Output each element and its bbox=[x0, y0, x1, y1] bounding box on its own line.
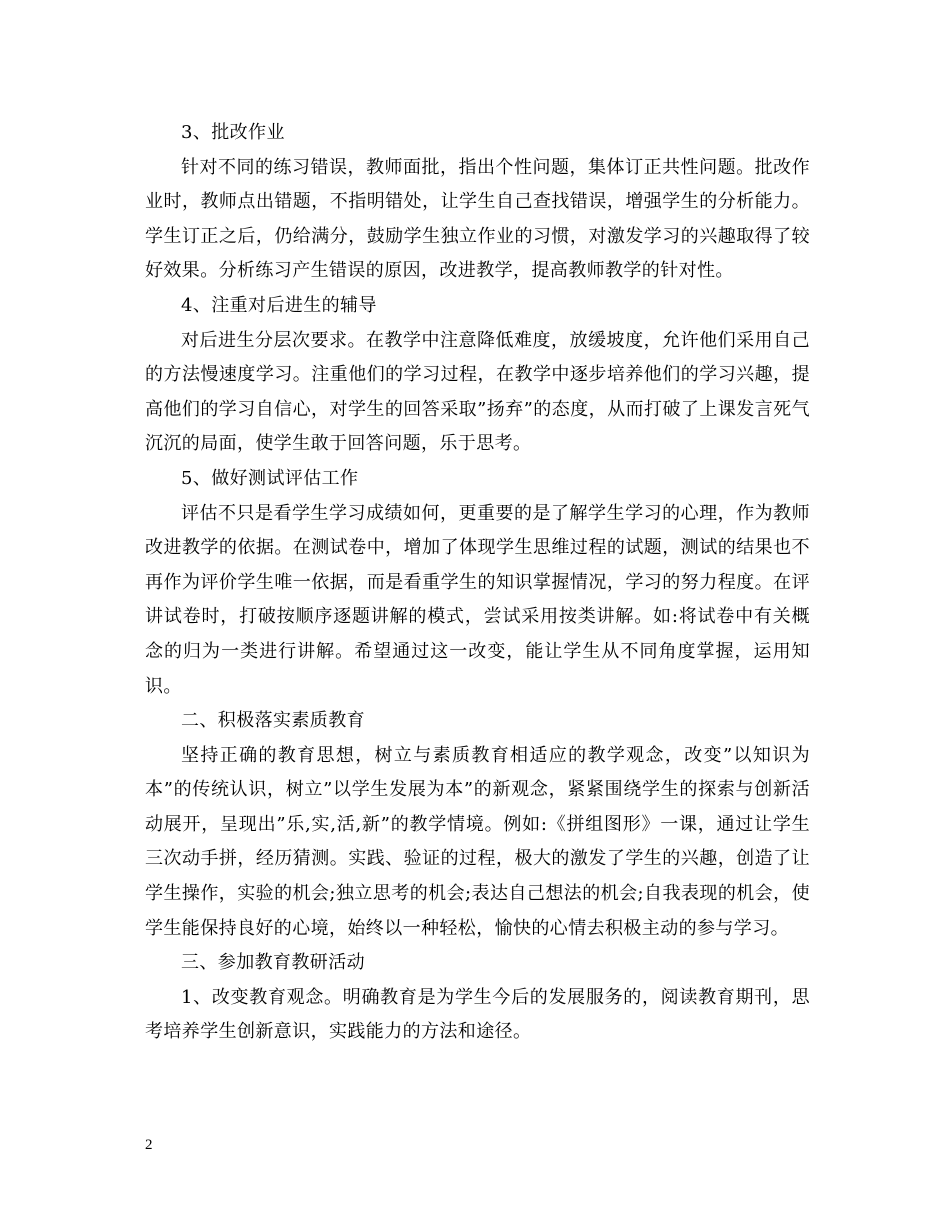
section-heading: 三、参加教育教研活动 bbox=[181, 952, 365, 974]
section-heading: 4、注重对后进生的辅导 bbox=[181, 294, 377, 316]
body-paragraph: 对后进生分层次要求。在教学中注意降低难度，放缓坡度，允许他们采用自己的方法慢速度学习。注重他们的学习过程，在教学中逐步培养他们的学习兴趣，提高他们的学习自信心，对学生的回答采取”扬弃”的态度，从而打破了上课发言死气沉沉的局面，使学生敢于回答问题，乐于思考。 bbox=[145, 329, 810, 455]
section-heading: 5、做好测试评估工作 bbox=[181, 467, 359, 489]
body-paragraph: 1、改变教育观念。明确教育是为学生今后的发展服务的，阅读教育期刊，思考培养学生创新意识，实践能力的方法和途径。 bbox=[145, 986, 810, 1043]
body-paragraph: 评估不只是看学生学习成绩如何，更重要的是了解学生学习的心理，作为教师改进教学的依据。在测试卷中，增加了体现学生思维过程的试题，测试的结果也不再作为评价学生唯一依据，而是看重学生的知识掌握情况，学习的努力程度。在评讲试卷时，打破按顺序逐题讲解的模式，尝试采用按类讲解。如:将试卷中有关概念的归为一类进行讲解。希望通过这一改变，能让学生从不同角度掌握，运用知识。 bbox=[145, 502, 810, 697]
body-paragraph: 坚持正确的教育思想，树立与素质教育相适应的教学观念，改变”以知识为本”的传统认识，树立”以学生发展为本”的新观念，紧紧围绕学生的探索与创新活动展开，呈现出”乐,实,活,新”的教学情境。例如:《拼组图形》一课，通过让学生三次动手拼，经历猜测。实践、验证的过程，极大的激发了学生的兴趣，创造了让学生操作，实验的机会;独立思考的机会;表达自己想法的机会;自我表现的机会，使学生能保持良好的心境，始终以一种轻松，愉快的心情去积极主动的参与学习。 bbox=[145, 744, 810, 939]
page-number: 2 bbox=[145, 1137, 153, 1153]
body-paragraph: 针对不同的练习错误，教师面批，指出个性问题，集体订正共性问题。批改作业时，教师点出错题，不指明错处，让学生自己查找错误，增强学生的分析能力。学生订正之后，仍给满分，鼓励学生独立作业的习惯，对激发学习的兴趣取得了较好效果。分析练习产生错误的原因，改进教学，提高教师教学的针对性。 bbox=[145, 156, 810, 282]
document-body bbox=[145, 116, 810, 1050]
section-heading: 3、批改作业 bbox=[181, 122, 285, 143]
section-heading: 二、积极落实素质教育 bbox=[181, 710, 365, 732]
